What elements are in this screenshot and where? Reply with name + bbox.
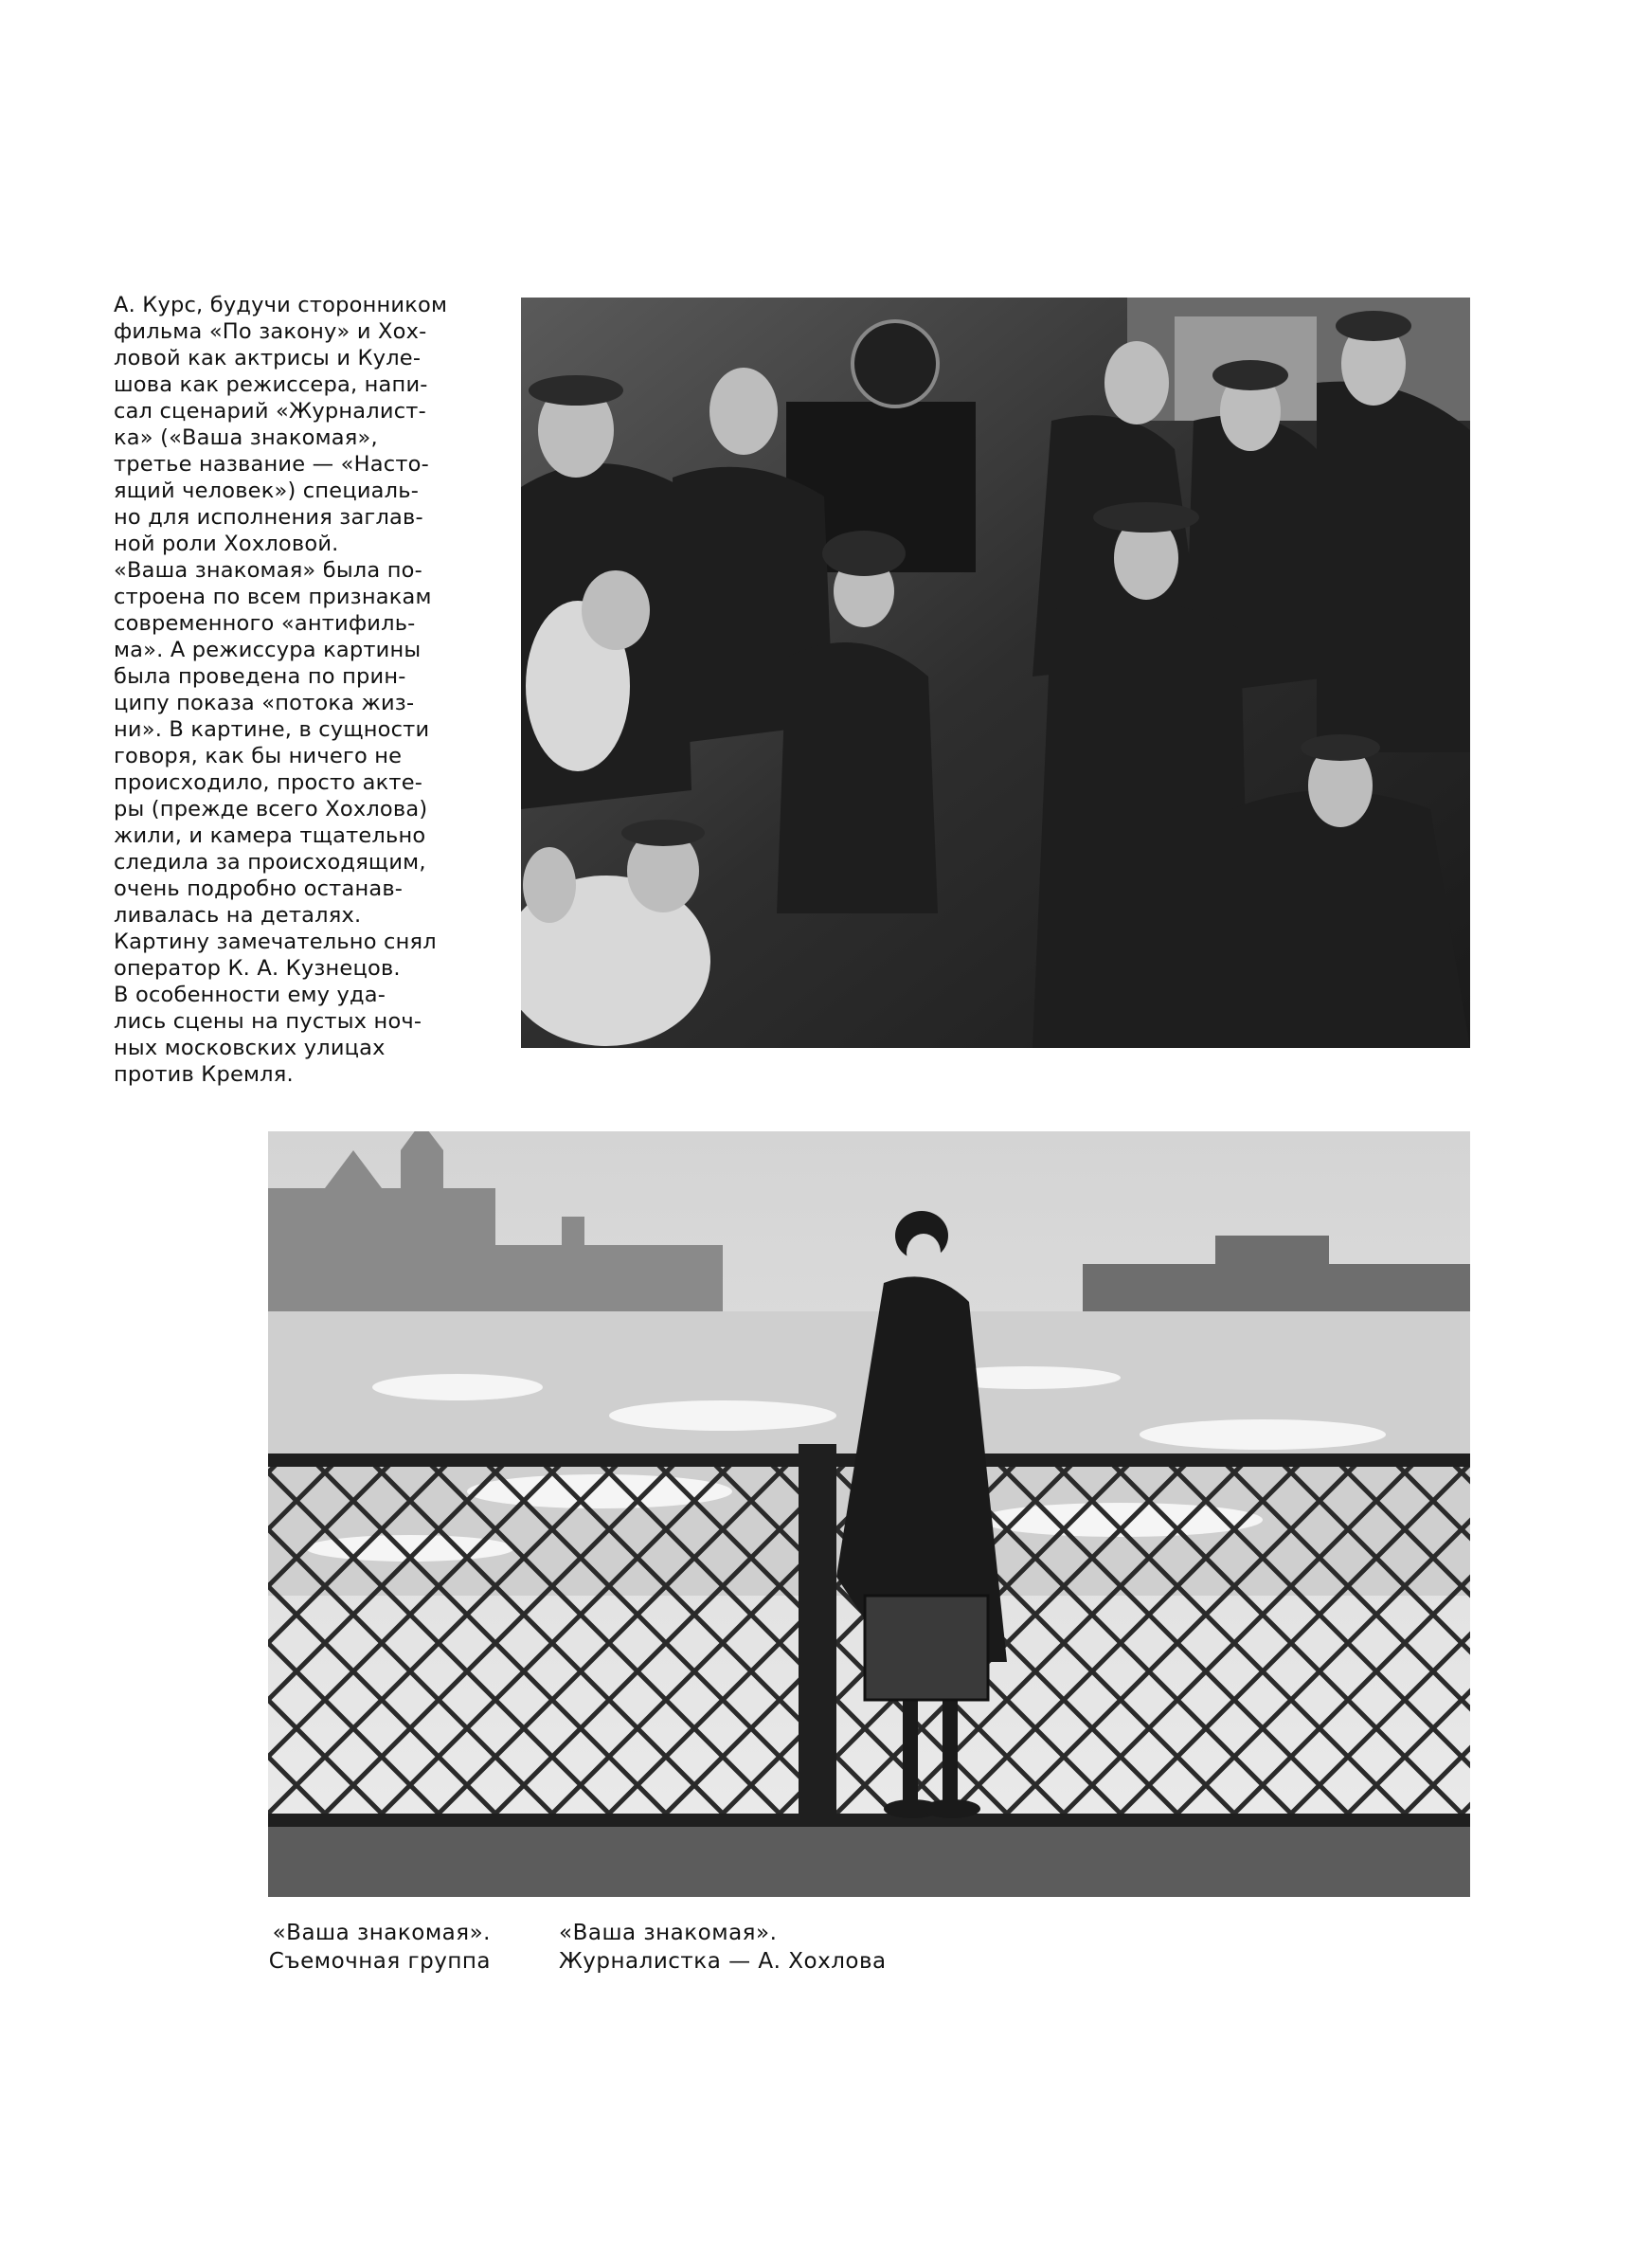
text-line: строена по всем признакам [114, 585, 432, 609]
caption-journalist-title: «Ваша знакомая». [559, 1921, 778, 1945]
text-line: жили, и камера тщательно [114, 823, 426, 848]
journalist-bridge-illustration [268, 1131, 1470, 1897]
text-line: В особенности ему уда- [114, 983, 386, 1007]
journalist-bridge-photo [268, 1131, 1470, 1897]
text-line: ципу показа «потока жиз- [114, 691, 415, 715]
text-line: Картину замечательно снял [114, 930, 437, 954]
text-line: ящий человек») специаль- [114, 478, 420, 503]
text-line: шова как режиссера, напи- [114, 372, 428, 397]
film-crew-photo [521, 298, 1470, 1048]
caption-journalist-subtitle: Журналистка — А. Хохлова [559, 1949, 887, 1974]
text-line: лись сцены на пустых ноч- [114, 1009, 422, 1034]
text-line: ни». В картине, в сущности [114, 717, 430, 742]
text-line: фильма «По закону» и Хох- [114, 319, 427, 344]
text-line: против Кремля. [114, 1062, 294, 1087]
text-line: оператор К. А. Кузнецов. [114, 956, 401, 981]
caption-crew [254, 1919, 491, 1976]
text-line: происходило, просто акте- [114, 770, 423, 795]
text-line: следила за происходящим, [114, 850, 426, 875]
text-line: сал сценарий «Журналист- [114, 399, 426, 424]
text-line: современного «антифиль- [114, 611, 416, 636]
text-line: «Ваша знакомая» была по- [114, 558, 422, 583]
text-line: ных московских улицах [114, 1036, 386, 1060]
text-line: но для исполнения заглав- [114, 505, 423, 530]
text-line: ной роли Хохловой. [114, 532, 339, 556]
text-line: А. Курс, будучи сторонником [114, 293, 448, 317]
body-paragraph [114, 292, 493, 1088]
caption-journalist [559, 1919, 887, 1976]
caption-crew-title: «Ваша знакомая». [272, 1921, 491, 1945]
text-line: была проведена по прин- [114, 664, 406, 689]
text-line: ловой как актрисы и Куле- [114, 346, 422, 370]
text-line: ливалась на деталях. [114, 903, 362, 928]
text-line: очень подробно останав- [114, 876, 404, 901]
text-line: говоря, как бы ничего не [114, 744, 403, 768]
text-line: третье название — «Насто- [114, 452, 429, 477]
text-line: ма». А режиссура картины [114, 638, 422, 662]
film-crew-photo-illustration [521, 298, 1470, 1048]
caption-crew-subtitle: Съемочная группа [268, 1949, 491, 1974]
text-line: ка» («Ваша знакомая», [114, 425, 378, 450]
text-line: ры (прежде всего Хохлова) [114, 797, 428, 822]
